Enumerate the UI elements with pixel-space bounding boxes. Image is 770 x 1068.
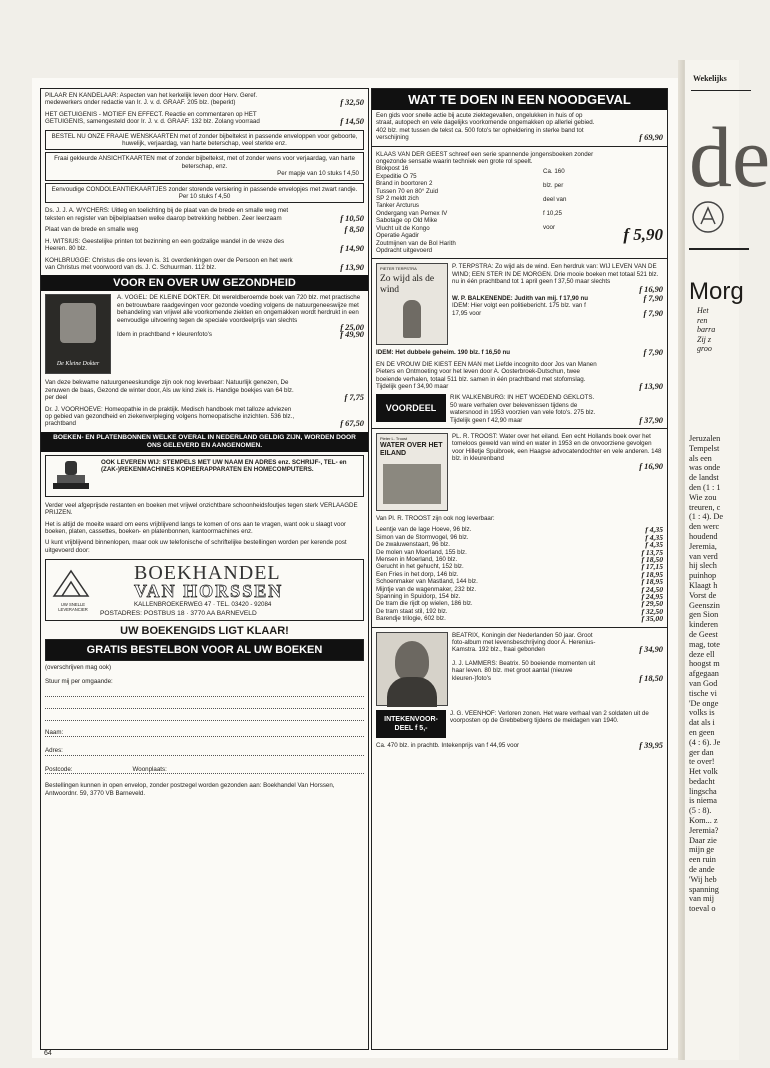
body-line: de landst: [689, 473, 719, 483]
body-line: van mij: [689, 894, 715, 904]
body-line: Klaagt h: [689, 580, 718, 590]
form-address-row[interactable]: [45, 747, 364, 755]
item-text: PILAAR EN KANDELAAR: Aspecten van het kerkelijk leven door Herv. Geref. medewerkers onder redactie van Ir. J. v. d. GRAAF. 205 blz. (beperkt): [45, 92, 258, 107]
list-price: f 18,50: [641, 555, 663, 564]
list-price: f 17,15: [641, 562, 663, 572]
list-title: Mensen in Moerland, 160 blz.: [376, 556, 458, 563]
emergency-title: WAT TE DOEN IN EEN NOODGEVAL: [372, 89, 667, 110]
item-price: f 10,50: [340, 213, 364, 223]
neighbor-masthead: de: [689, 109, 770, 205]
rik-text: RIK VALKENBURG: IN HET WOEDEND GEKLOTS. 50 ware verhalen over belevenissen tijdens de watersnood in 1953 voorzien van vele foto's. 275 blz. Tijdelijk geen f 42,90 maar: [450, 394, 596, 424]
body-line: ger dan: [689, 747, 714, 757]
list-item: [376, 534, 663, 541]
cover-author: PIETER TERPSTRA: [380, 266, 417, 272]
item-voorhoeve: [41, 404, 368, 430]
order-form-title: GRATIS BESTELBON VOOR AL UW BOEKEN: [45, 639, 364, 661]
list-title: Leentje van de lage Hoeve, 96 blz.: [376, 526, 472, 534]
lammers-price: f 18,50: [639, 673, 663, 683]
body-line: Geenszin: [689, 600, 720, 610]
idem1-text: IDEM: Hier volgt een politiebericht. 175 blz. van f 17,95 voor: [452, 302, 586, 317]
list-item: [376, 600, 663, 607]
klaas-side-line: deel van: [543, 196, 567, 204]
klaas-title: Vlucht uit de Kongo: [376, 224, 430, 232]
terpstra-text: P. TERPSTRA: Zo wijd als de wind. Een herdruk van: WIJ LEVEN VAN DE WIND; EEN STER IN DE MORGEN. Drie mooie boeken met totaal 521 blz. nu in één prachtband tot 1 april geen f 37,50 maar slechts: [452, 263, 659, 286]
intekenvoordeel-badge: INTEKENVOOR-DEEL f 5,-: [376, 710, 446, 738]
body-line: den werc: [689, 522, 720, 532]
klaas-title: Blokpost 16: [376, 165, 409, 173]
wenskaarten-box: BESTEL NU ONZE FRAAIE WENSKAARTEN met of zonder bijbeltekst in passende enveloppen voor geboorte, huwelijk, verjaardag, van harte beterschap, veel sterkte enz.: [45, 130, 364, 151]
list-price: f 29,50: [641, 599, 663, 609]
item-price: f 67,50: [340, 419, 364, 429]
form-note: (overschrijven mag ook): [45, 664, 112, 672]
klaas-side: [543, 165, 566, 235]
beatrix-section: [372, 630, 667, 708]
item-text: Ds. J. J. A. WYCHERS: Uitleg en toelichting bij de plaat van de brede en smalle weg met teksten en register van bijbelplaatsen welke daarop betrekking hebben. Zeer leerzaam: [45, 207, 289, 222]
vrouw-price: f 13,90: [639, 381, 663, 391]
store-address-1: KALLENBROEKERWEG 47 · TEL. 03420 - 92084: [134, 601, 272, 609]
body-line: deze ell: [689, 649, 715, 659]
body-line: (4 : 6). Je: [689, 737, 721, 747]
form-request: Stuur mij per omgaande:: [45, 677, 113, 685]
klaas-title: Tanker Arcturus: [376, 202, 419, 210]
body-line: Wie zou: [689, 492, 717, 502]
lammers-text: J. J. LAMMERS: Beatrix. 50 boeiende momenten uit haar leven. 80 blz. met groot aantal (nieuwe kleuren-)foto's: [452, 659, 596, 682]
address-label: Adres:: [45, 747, 63, 755]
body-line: hoogst m: [689, 659, 720, 669]
body-line: hij slech: [689, 561, 717, 571]
item-klaas: [372, 149, 667, 257]
balkenende-price: f 7,90: [643, 293, 663, 303]
deck-line: groo: [697, 344, 712, 353]
idem1-price: f 7,90: [643, 308, 663, 318]
form-name-row[interactable]: [45, 729, 364, 737]
cover-author: Pieter L. Troost: [380, 435, 408, 441]
body-line: Vorst de: [689, 590, 717, 600]
neighbor-deck: [697, 306, 715, 354]
terpstra-price: f 16,90: [639, 284, 663, 294]
troost-list: [372, 524, 667, 624]
logo-line-2: VAN HORSSEN: [134, 581, 284, 602]
body-line: volks is: [689, 708, 715, 718]
beatrix-photo: [376, 632, 448, 706]
body-line: treuren, c: [689, 502, 721, 512]
emblem-icon: [691, 200, 725, 234]
terpstra-section: [372, 261, 667, 347]
list-title: Een Fries in het dorp, 146 blz.: [376, 570, 459, 578]
list-price: f 32,50: [641, 606, 663, 616]
klaas-side-line: voor: [543, 224, 556, 232]
stamp-text: OOK LEVEREN WIJ: STEMPELS MET UW NAAM EN ADRES enz. SCHRIJF-, TEL- en (ZAK-)REKENMACHINES KOPIEERAPPARATEN EN HOMECOMPUTERS.: [101, 458, 347, 474]
list-price: f 4,35: [645, 532, 663, 542]
klaas-side-line: f 10,25: [543, 210, 562, 218]
item-text: H. WITSIUS: Geestelijke printen tot bezinning en een godzalige wandel in de vreze des Heeren. 80 blz.: [45, 237, 285, 253]
body-line: lingscha: [689, 786, 717, 796]
body-line: de ande: [689, 865, 715, 875]
troost-price: f 16,90: [639, 461, 663, 471]
body-line: kinderen: [689, 620, 719, 630]
item-price: f 13,90: [340, 262, 364, 272]
vrouw-text: EN DE VROUW DIE KIEST EEN MAN met Liefde incognito door Jos van Manen Pieters en Ontmoeting voor het leven door A. Oosterbroek-Dutschun, twee boeiende verhalen, totaal 511 blz. samen in één prachtband met stofomslag. Tijdelijk geen f 34,90 maar: [376, 360, 597, 390]
list-item: [376, 526, 663, 533]
postcode-label: Postcode:: [45, 765, 73, 773]
body-line: dat als i: [689, 718, 715, 728]
list-price: f 35,00: [641, 614, 663, 624]
ansichtkaarten-box: [45, 152, 364, 180]
name-label: Naam:: [45, 729, 64, 736]
paragraph-bestellingen: U kunt vrijblijvend binnenlopen, maar ook uw telefonische of schriftelijke bestellingen worden per kerende post uitgevoerd door:: [45, 539, 347, 554]
list-item: [376, 615, 663, 622]
shop-logo-icon: [52, 568, 90, 598]
body-line: mag, tote: [689, 639, 720, 649]
body-line: Jeremia?: [689, 825, 719, 835]
stamp-box: [45, 455, 364, 497]
body-line: puinhop: [689, 571, 717, 581]
list-item: [376, 571, 663, 578]
store-address-2: POSTADRES: POSTBUS 18 · 3770 AA BARNEVELD: [100, 610, 257, 618]
list-item: [376, 608, 663, 615]
klaas-title: Ondergang van Pemex IV: [376, 209, 448, 217]
condoleantie-box: Eenvoudige CONDOLEANTIEKAARTJES zonder storende versiering in passende envelopjes met zwart randje. Per 10 stuks f 4,50: [45, 183, 364, 204]
health-line-2: Idem in prachtband + kleurenfoto's: [117, 331, 212, 339]
bonnen-banner: BOEKEN- EN PLATENBONNEN WELKE OVERAL IN NEDERLAND GELDIG ZIJN, WORDEN DOOR ONS GELEVERD EN AANGENOMEN.: [41, 432, 368, 452]
deck-line: barra: [697, 325, 716, 334]
list-price: f 18,95: [641, 569, 663, 579]
body-line: afgegaan: [689, 669, 719, 679]
body-line: toeval o: [689, 904, 716, 914]
item-witsius: [41, 236, 368, 255]
body-line: is niema: [689, 796, 717, 806]
troost-section: [372, 431, 667, 513]
cover-title: De Kleine Dokter: [56, 361, 100, 368]
health-text: A. VOGEL: DE KLEINE DOKTER. Dit wereldberoemde boek van 720 blz. met practische en betrouwbare raadgevingen voor gezonde voeding volgens de natuurgeneeswijze met behandeling van vrijwel alle voorkomende ziekten en ongemakken wordt herdrukt in een eenvoudige uitvoering tegen de speciale voordeelprijs van slechts: [117, 294, 361, 324]
body-line: Jeremia,: [689, 541, 717, 551]
item-text: Plaat van de brede en smalle weg: [45, 226, 139, 234]
klaas-text: KLAAS VAN DER GEEST schreef een serie spannende jongensboeken zonder ongezonde sensatie waarin techniek een grote rol speelt.: [376, 150, 594, 166]
left-column: [40, 88, 369, 1050]
body-line: Jeruzalen: [689, 434, 721, 443]
body-line: houdend: [689, 531, 718, 541]
body-line: van verd: [689, 551, 718, 561]
box-text: Fraai gekleurde ANSICHTKAARTEN met of zonder bijbeltekst, met of zonder wens voor verjaardag, van harte beterschap, enz.: [54, 155, 355, 170]
troost-text: PL. R. TROOST: Water over het eiland. Een echt Hollands boek over het tomeloos geweld van wind en water in 1953 en de onvoorziene gevolgen voor Hilletje Spuibroek, een Haagse advocatendochter en vele anderen. 148 blz. in kleurenband: [452, 432, 662, 463]
body-line: te over!: [689, 757, 715, 767]
klaas-titles: [376, 165, 526, 254]
list-title: De tram staat stil, 192 blz.: [376, 607, 448, 615]
logo-small: UW SNELLE LEVERANCIER: [58, 602, 88, 613]
item-price: f 14,90: [340, 244, 364, 254]
idem2-text: IDEM: Het dubbele geheim. 190 blz. f 16,50 nu: [376, 349, 511, 357]
klaas-title: SP 2 meldt zich: [376, 195, 419, 203]
item-plaat: [41, 224, 368, 235]
body-line: den (1 : 1: [689, 482, 721, 492]
item-pilaar: [41, 89, 368, 109]
body-line: (5 : 8).: [689, 806, 712, 816]
health-more: [41, 377, 368, 403]
klaas-price: f 5,90: [623, 225, 663, 245]
body-line: Kom... z: [689, 816, 718, 826]
item-text: Een gids voor snelle actie bij acute ziektegevallen, ongelukken in huis of op straat, autopech en vele dagelijks voorkomende ongemakken op allerlei gebied. 402 blz. met tussen de tekst ca. 500 foto's ter opheldering in sterke band tot verschijning: [376, 112, 595, 142]
box-price: Per mapje van 10 stuks f 4,50: [277, 170, 359, 178]
list-price: f 24,50: [641, 584, 663, 594]
item-noodgeval: [372, 110, 667, 144]
list-title: Simon van de Stormvogel, 96 blz.: [376, 533, 469, 541]
klaas-title: Zoutmijnen van de Bol Harith: [376, 239, 456, 247]
form-footer: Bestellingen kunnen in open envelop, zonder postzegel worden gezonden aan: Boekhandel Van Horssen, Antwoordnr. 59, 3770 VB Barneveld.: [45, 782, 335, 797]
health-more-text: Van deze bekwame natuurgeneeskundige zijn ook nog leverbaar: Natuurlijk genezen, De zenuwen de baas, Gezond de winter door, Als uw kind ziek is. Handige boekjes van 64 blz. per deel: [45, 379, 294, 402]
list-item: [376, 549, 663, 556]
neighbor-page: [684, 60, 770, 1060]
body-line: als een: [689, 453, 712, 463]
list-item: [376, 556, 663, 563]
item-price: f 8,50: [344, 225, 364, 235]
item-getuigenis: [41, 109, 368, 128]
list-item: [376, 541, 663, 548]
voordeel-badge: VOORDEEL: [376, 394, 446, 422]
beatrix-price: f 34,90: [639, 645, 663, 655]
book-cover-kleine-dokter: [45, 294, 111, 374]
store-logo: [45, 559, 364, 621]
body-line: de Geest: [689, 629, 718, 639]
paragraph-restanten: Verder veel afgeprijsde restanten en boeken met vrijwel onzichtbare schoonheidsfoutjes tegen sterk VERLAAGDE PRIJZEN.: [45, 501, 358, 517]
logo-line-1: BOEKHANDEL: [134, 562, 281, 585]
klaas-title: Brand in boortoren 2: [376, 180, 433, 188]
veenhof-last: Ca. 470 blz. in prachtb. Intekenprijs van f 44,95 voor: [376, 741, 520, 749]
list-price: f 24,95: [641, 592, 663, 602]
health-price-3: f 7,75: [344, 393, 364, 403]
rik-price: f 37,90: [639, 415, 663, 425]
body-line: mijn ge: [689, 845, 715, 855]
klaas-side-line: blz. per: [543, 182, 564, 190]
klaas-title: Sabotage op Old Mike: [376, 217, 438, 225]
troost-list-heading: Van Pl. R. TROOST zijn ook nog leverbaar:: [376, 514, 495, 522]
list-title: De molen van Moerland, 155 blz.: [376, 548, 467, 556]
list-title: Gerucht in het gehucht, 152 blz.: [376, 563, 464, 571]
rik-section: [372, 392, 667, 426]
place-label: Woonplaats:: [132, 765, 167, 773]
beatrix-text: BEATRIX, Koningin der Nederlanden 50 jaar. Groot foto-album met levensbeschrijving door A. Herenius-Kamstra. 192 blz., fraai gebonden: [452, 631, 596, 654]
body-line: was onde: [689, 463, 721, 473]
health-heading: VOOR EN OVER UW GEZONDHEID: [41, 275, 368, 291]
veenhof-section: [372, 708, 667, 740]
body-line: een ruin: [689, 855, 716, 865]
body-line: bedacht: [689, 776, 715, 786]
klaas-title: Opdracht uitgevoerd: [376, 246, 433, 254]
neighbor-headline: Morg: [689, 278, 744, 305]
list-item: [376, 586, 663, 593]
list-price: f 4,35: [645, 525, 663, 535]
list-item: [376, 563, 663, 570]
veenhof-price-row: [372, 740, 667, 751]
body-line: 'Wij heb: [689, 874, 717, 884]
body-line: en geen: [689, 727, 715, 737]
cover-title: WATER OVER HET EILAND: [380, 441, 443, 457]
list-title: De zwaluwenstaart, 96 blz.: [376, 541, 450, 549]
paragraph-moeite: Het is altijd de moeite waard om eens vrijblijvend langs te komen of ons aan te vragen, want ook u slaagt voor boeken, platen, cassettes, boeken- en platenbonnen, kantoormachines enz.: [45, 520, 346, 535]
body-line: Daar zie: [689, 835, 717, 845]
neighbor-body: [689, 434, 723, 914]
health-price-2: f 49,90: [340, 330, 364, 340]
idem2-price: f 7,90: [643, 348, 663, 358]
page-number: 64: [44, 1050, 52, 1057]
health-section: [41, 291, 368, 377]
deck-line: Zij z: [697, 334, 712, 344]
body-line: van God: [689, 678, 718, 688]
klaas-title: Tussen 70 en 80° Zuid: [376, 187, 439, 195]
list-price: f 18,95: [641, 577, 663, 587]
form-lines: [45, 685, 364, 721]
body-line: spanning: [689, 884, 719, 894]
list-price: f 4,35: [645, 540, 663, 550]
item-text: KOHLBRUGGE: Christus die ons leven is. 31 overdenkingen over de Persoon en het werk van Christus met voorwoord van ds. J. C. Schuurman. 112 blz.: [45, 256, 293, 271]
list-title: Spanning in Spuidorp, 154 blz.: [376, 593, 461, 601]
klaas-side-line: Ca. 160: [543, 168, 565, 176]
neighbor-header: Wekelijks: [693, 74, 727, 83]
body-line: Het volk: [689, 767, 718, 777]
cover-title: Zo wijd als de wind: [380, 274, 435, 296]
deck-line: ren: [697, 315, 708, 325]
veenhof-text: J. G. VEENHOF: Verloren zonen. Het ware verhaal van 2 soldaten uit de voorposten op de Grebbeberg tijdens de meidagen van 1940.: [450, 709, 649, 725]
item-dubbele-geheim: [372, 347, 667, 358]
book-cover-zo-wijd: [376, 263, 448, 345]
body-line: (1 : 4). De: [689, 512, 724, 522]
book-cover-water: [376, 433, 448, 511]
list-title: Barendje trilogie, 602 blz.: [376, 615, 446, 623]
list-item: [376, 578, 663, 585]
body-line: tische vi: [689, 688, 717, 698]
deck-line: Het: [697, 306, 709, 315]
list-title: Mijntje van de wagenmaker, 232 blz.: [376, 585, 477, 593]
right-column: [371, 88, 668, 1050]
balkenende-text: W. P. BALKENENDE: Judith van mij. f 17,90 nu: [452, 294, 589, 302]
item-vrouw: [372, 359, 667, 393]
body-line: Tempelst: [689, 443, 720, 453]
klaas-title: Operatie Agadir: [376, 232, 419, 240]
item-kohlbrugge: [41, 255, 368, 274]
item-wychers: [41, 205, 368, 224]
list-item: [376, 593, 663, 600]
form-postcode-row[interactable]: [45, 766, 364, 774]
health-price-1: f 25,00: [340, 322, 364, 332]
item-price: f 69,90: [639, 133, 663, 143]
list-title: De tram die rijdt op wielen, 186 blz.: [376, 600, 473, 608]
stamp-icon: [49, 459, 93, 493]
item-text: Dr. J. VOORHOEVE: Homeopathie in de praktijk. Medisch handboek met talloze adviezen op gebied van gezondheid en ziekenverpleging volgens homeopatische inzichten. 536 blz., prachtband: [45, 405, 295, 428]
item-price: f 32,50: [340, 98, 364, 108]
veenhof-price: f 39,95: [639, 740, 663, 750]
list-price: f 13,75: [641, 547, 663, 557]
item-price: f 14,50: [340, 117, 364, 127]
order-form: [41, 661, 368, 800]
guide-banner: UW BOEKENGIDS LIGT KLAAR!: [120, 625, 289, 638]
item-text: HET GETUIGENIS - MOTIEF EN EFFECT. Reactie en commentaren op HET GETUIGENIS, samengesteld door Ir. J. v. d. GRAAF. 132 blz. Zolang voorraad: [45, 110, 260, 126]
klaas-title: Expeditie O 75: [376, 172, 417, 180]
body-line: 'De onge: [689, 698, 719, 708]
body-line: gen Sion: [689, 610, 719, 620]
list-title: Schoenmaker van Mastland, 144 blz.: [376, 578, 478, 586]
